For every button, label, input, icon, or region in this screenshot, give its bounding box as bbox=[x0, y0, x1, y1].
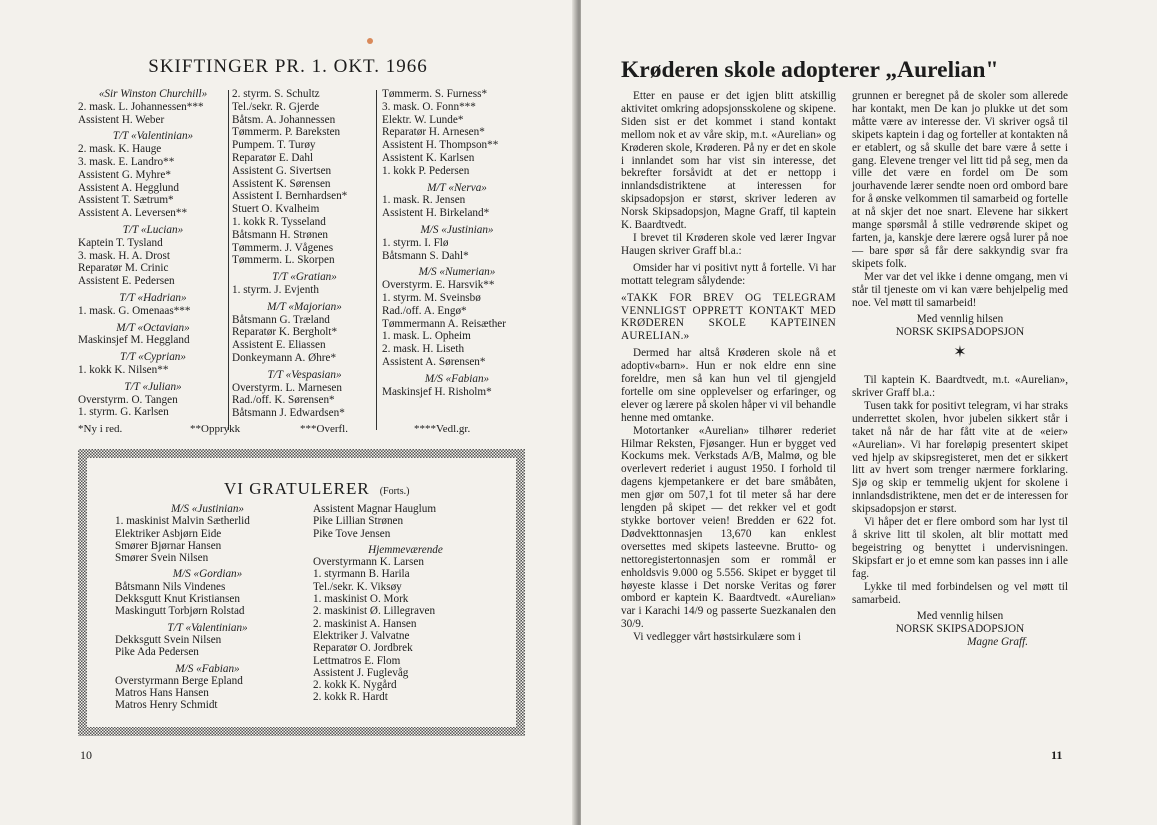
crew-entry: Assistent K. Karlsen bbox=[382, 151, 475, 164]
crew-entry: Båtsm. A. Johannessen bbox=[232, 113, 336, 126]
crew-entry: Assistent G. Sivertsen bbox=[232, 164, 332, 177]
crew-changes-column-3 bbox=[382, 88, 532, 398]
crew-entry: Båtsmann S. Dahl* bbox=[382, 249, 469, 262]
crew-entry: Båtsmann Nils Vindenes bbox=[115, 580, 226, 593]
crew-entry: Matros Hans Hansen bbox=[115, 687, 209, 700]
crew-entry: Kaptein T. Tysland bbox=[78, 236, 163, 249]
legend-leave: ****Vedl.gr. bbox=[414, 423, 471, 435]
crew-entry: 3. mask. E. Landro** bbox=[78, 155, 175, 168]
crew-entry: Assistent Magnar Hauglum bbox=[313, 503, 437, 515]
crew-entry: 2. maskinist Ø. Lillegraven bbox=[313, 605, 436, 618]
crew-entry: Assistent E. Pedersen bbox=[78, 275, 175, 288]
crew-entry: Smører Bjørnar Hansen bbox=[115, 539, 222, 552]
crew-entry: Assistent H. Thompson** bbox=[382, 139, 499, 152]
column-divider bbox=[228, 90, 229, 430]
congratulations-column-1 bbox=[115, 503, 300, 712]
article-paragraph: NORSK SKIPSADOPSJON bbox=[895, 326, 1025, 339]
crew-entry: Assistent G. Myhre* bbox=[78, 168, 171, 181]
ship-name: M/S «Gordian» bbox=[172, 568, 243, 581]
crew-entry: Tømmerm. S. Furness* bbox=[382, 88, 488, 100]
decorative-dot bbox=[367, 38, 373, 44]
article-paragraph: «TAKK FOR BREV OG TELEGRAM VENNLIGST OPPRETT KONTAKT MED KRØDEREN SKOLE KAPTEINEN AURELIAN.» bbox=[621, 291, 836, 343]
article-paragraph: I brevet til Krøderen skole ved lærer Ingvar Haugen skriver Graff bl.a.: bbox=[621, 231, 836, 257]
congratulations-column-2 bbox=[313, 503, 498, 704]
article-paragraph: Magne Graff. bbox=[967, 636, 1028, 649]
crew-entry: Reparatør E. Dahl bbox=[232, 151, 314, 164]
crew-entry: 1. styrm. G. Karlsen bbox=[78, 406, 169, 419]
crew-entry: Donkeymann A. Øhre* bbox=[232, 351, 337, 364]
crew-entry: Reparatør K. Bergholt* bbox=[232, 326, 338, 339]
legend-transfer: ***Overfl. bbox=[300, 423, 348, 435]
crew-entry: Båtsmann J. Edwardsen* bbox=[232, 407, 345, 420]
ship-name: M/S «Fabian» bbox=[175, 662, 240, 675]
column-divider bbox=[376, 90, 377, 430]
ship-name: Hjemmeværende bbox=[368, 543, 443, 556]
crew-entry: Matros Henry Schmidt bbox=[115, 699, 218, 712]
article-paragraph: Tusen takk for positivt telegram, vi har straks underrettet skolen, hvor jubelen sikkert står i taket nå når de har fått vite at de «eier» «Aurelian». Vi har foreløpig presentert skipet ved hjelp av skipsregisteret, men det er sikkert litt av hvert som trenger nærmere forklaring. Sjø og skip er temmelig ukjent for skolene i innlandsdistriktene, men det er de interessen for skipsadopsjon er størst. bbox=[852, 399, 1068, 516]
crew-entry: 1. styrmann B. Harila bbox=[313, 568, 410, 581]
article-title: Krøderen skole adopterer „Aurelian" bbox=[621, 57, 999, 83]
crew-entry: Båtsmann G. Træland bbox=[232, 313, 330, 326]
crew-entry: 1. maskinist Malvin Sætherlid bbox=[115, 515, 250, 528]
crew-entry: Pumpem. T. Turøy bbox=[232, 139, 316, 152]
article-paragraph: Omsider har vi positivt nytt å fortelle. Vi har mottatt telegram sålydende: bbox=[621, 261, 836, 287]
crew-entry: Reparatør O. Jordbrek bbox=[313, 642, 413, 655]
crew-entry: Pike Lillian Strønen bbox=[313, 515, 404, 528]
article-paragraph: Vi håper det er flere ombord som har lyst til å skrive litt til skolen, alt blir mottatt med begeistring og benyttet i undervisningen. Skipsfart er jo et emne som kan passes inn i alle fag. bbox=[852, 516, 1068, 580]
crew-entry: 1. kokk K. Nilsen** bbox=[78, 363, 169, 376]
article-column-2 bbox=[852, 90, 1068, 649]
ship-name: M/T «Majorian» bbox=[267, 300, 342, 313]
crew-changes-column-1 bbox=[78, 88, 228, 419]
crew-entry: Elektriker J. Valvatne bbox=[313, 629, 410, 642]
page-number: 10 bbox=[80, 748, 92, 762]
crew-entry: 1. mask. G. Omenaas*** bbox=[78, 304, 191, 317]
crew-entry: Pike Tove Jensen bbox=[313, 527, 391, 540]
ship-name: «Sir Winston Churchill» bbox=[98, 88, 208, 100]
crew-entry: 2. kokk K. Nygård bbox=[313, 679, 397, 692]
crew-entry: 1. styrm. J. Evjenth bbox=[232, 283, 320, 296]
crew-entry: Lettmatros E. Flom bbox=[313, 654, 401, 667]
article-paragraph: Dermed har altså Krøderen skole nå et adoptiv«barn». Hun er nok eldre enn sine foreldre, men så kan hun vel til gjengjeld fortelle om sine opplevelser og erfaringer, og elever og lærere på skolen håper vi vil behandle henne med omtanke. bbox=[621, 347, 836, 424]
crew-entry: Tømmerm. L. Skorpen bbox=[232, 254, 335, 267]
article-paragraph: Med vennlig hilsen bbox=[916, 610, 1004, 623]
crew-entry: Assistent A. Hegglund bbox=[78, 181, 179, 194]
crew-entry: Smører Svein Nilsen bbox=[115, 552, 209, 565]
crew-entry: 2. kokk R. Hardt bbox=[313, 691, 388, 704]
crew-entry: Rad./off. K. Sørensen* bbox=[232, 394, 335, 407]
crew-entry: Tømmerm. P. Bareksten bbox=[232, 126, 341, 139]
article-paragraph: NORSK SKIPSADOPSJON bbox=[895, 623, 1025, 636]
ship-name: M/S «Numerian» bbox=[418, 266, 496, 279]
article-paragraph: Mer var det vel ikke i denne omgang, men vi står til tjeneste om vi kan være behjelpelig med noe. Vel møtt til samarbeid! bbox=[852, 270, 1068, 309]
ship-name: M/S «Justinian» bbox=[170, 503, 245, 515]
ship-name: M/S «Fabian» bbox=[424, 372, 490, 385]
article-paragraph: Til kaptein K. Baardtvedt, m.t. «Aurelian», skriver Graff bl.a.: bbox=[852, 374, 1068, 400]
crew-entry: Elektr. W. Lunde* bbox=[382, 113, 464, 126]
crew-entry: 1. kokk P. Pedersen bbox=[382, 164, 470, 177]
article-column-1 bbox=[621, 90, 836, 644]
crew-entry: Assistent E. Eliassen bbox=[232, 339, 326, 352]
crew-entry: Tømmermann A. Reisæther bbox=[382, 317, 506, 330]
crew-entry: Dekksgutt Svein Nilsen bbox=[115, 633, 222, 646]
article-paragraph: Motortanker «Aurelian» tilhører rederiet Hilmar Reksten, Fjøsanger. Hun er bygget ved Kockums mek. Verkstads A/B, Malmø, og ble overlevert rederiet i august 1950. I forhold til dagens kjempetankere er det bare småbåten, men gjør om 507,1 fot til meter så har dere lengden på skipet — det rekker vel et godt stykke bortover veien! Bredden er 622 fot. Dødvekttonnasjen 13,670 kan enklest oversettes med skipets lasteevne. Brutto- og nettoregistertonnasjen som er rommål er enholdsvis 9.000 og 5.556. Skipet er bygget til høyeste klasse i Det norske Veritas og fører ombord er kaptein K. Baardtvedt. «Aurelian» var i Karachi 14/9 og passerte Suezkanalen den 30/9. bbox=[621, 424, 836, 631]
crew-entry: Assistent H. Weber bbox=[78, 113, 165, 126]
ship-name: M/T «Octavian» bbox=[116, 321, 190, 334]
crew-entry: 1. mask. L. Opheim bbox=[382, 330, 471, 343]
right-page bbox=[581, 0, 1157, 825]
crew-entry: Reparatør H. Arnesen* bbox=[382, 126, 485, 139]
crew-entry: Assistent I. Bernhardsen* bbox=[232, 190, 348, 203]
crew-entry: Reparatør M. Crinic bbox=[78, 262, 169, 275]
left-page bbox=[0, 0, 576, 825]
ship-name: T/T «Julian» bbox=[124, 380, 182, 393]
article-paragraph: Vi vedlegger vårt høstsirkulære som i bbox=[633, 631, 802, 644]
crew-entry: Maskinsjef H. Risholm* bbox=[382, 385, 492, 398]
crew-entry: 2. mask. L. Johannessen*** bbox=[78, 100, 204, 113]
crew-entry: 2. mask. K. Hauge bbox=[78, 143, 162, 156]
page-title: SKIFTINGER PR. 1. OKT. 1966 bbox=[148, 56, 428, 77]
ship-name: T/T «Valentinian» bbox=[112, 130, 194, 143]
crew-entry: Overstyrm. O. Tangen bbox=[78, 393, 178, 406]
congratulations-title: VI GRATULERER (Forts.) bbox=[224, 479, 410, 498]
crew-entry: 1. mask. R. Jensen bbox=[382, 194, 466, 207]
crew-entry: Rad./off. A. Engø* bbox=[382, 304, 467, 317]
article-paragraph: Lykke til med forbindelsen og vel møtt til samarbeid. bbox=[852, 580, 1068, 606]
crew-entry: Assistent J. Fuglevåg bbox=[313, 666, 409, 679]
crew-entry: 2. styrm. S. Schultz bbox=[232, 88, 320, 100]
crew-entry: Maskingutt Torbjørn Rolstad bbox=[115, 605, 245, 618]
ship-name: T/T «Gratian» bbox=[272, 271, 337, 284]
crew-entry: 2. mask. H. Liseth bbox=[382, 343, 465, 356]
ship-name: T/T «Lucian» bbox=[122, 223, 184, 236]
crew-entry: Overstyrmann Berge Epland bbox=[115, 674, 243, 687]
page-number: 11 bbox=[1051, 748, 1063, 762]
crew-entry: 1. kokk R. Tysseland bbox=[232, 215, 326, 228]
crew-entry: Stuert O. Kvalheim bbox=[232, 203, 320, 216]
crew-entry: Pike Ada Pedersen bbox=[115, 646, 199, 659]
crew-entry: 3. mask. O. Fonn*** bbox=[382, 100, 476, 113]
crew-entry: Assistent A. Sørensen* bbox=[382, 355, 486, 368]
crew-entry: Overstyrm. E. Harsvik** bbox=[382, 279, 495, 292]
crew-entry: 3. mask. H. A. Drost bbox=[78, 249, 170, 262]
crew-entry: Elektriker Asbjørn Eide bbox=[115, 527, 222, 540]
crew-entry: Båtsmann H. Strønen bbox=[232, 228, 329, 241]
crew-entry: Tel./sekr. R. Gjerde bbox=[232, 100, 320, 113]
separator-star-icon: ✶ bbox=[953, 344, 967, 362]
crew-entry: 1. styrm. I. Flø bbox=[382, 236, 449, 249]
ship-name: M/T «Nerva» bbox=[427, 181, 487, 194]
article-paragraph: grunnen er beregnet på de skoler som allerede har kontakt, men De kan jo plukke ut det som måtte være av interesse der. Vi skriver også til skipets kaptein i dag og forteller at kontakten nå er etablert, og så skulle det bare være å sette i gang. Elevene trenger vel litt tid på seg, men da ville det være en fordel om De som jourhavende lærer sendte noen ord ombord bare for å ønske velkommen til samarbeid og fortelle at nå skjer det noe snart. Elevene har sikkert mange spørsmål å stille vedrørende skipet og farten, ja, kanskje dere lærere også lurer på noe — bare spør så får dere sakkyndig svar fra skipets folk. bbox=[852, 90, 1068, 270]
crew-changes-column-2 bbox=[232, 88, 377, 420]
ship-name: T/T «Cyprian» bbox=[119, 351, 186, 364]
crew-entry: Assistent K. Sørensen bbox=[232, 177, 331, 190]
crew-entry: Overstyrm. L. Marnesen bbox=[232, 381, 342, 394]
crew-entry: Dekksgutt Knut Kristiansen bbox=[115, 593, 240, 606]
crew-entry: Assistent T. Sætrum* bbox=[78, 194, 174, 207]
crew-entry: Tømmerm. J. Vågenes bbox=[232, 241, 334, 254]
crew-entry: 1. maskinist O. Mork bbox=[313, 593, 409, 606]
crew-entry: Assistent A. Leversen** bbox=[78, 207, 188, 220]
ship-name: T/T «Hadrian» bbox=[119, 291, 187, 304]
article-paragraph: Etter en pause er det igjen blitt atskillig aktivitet omkring adopsjonsskolene og skipene. Siden sist er det kommet i stand kontakt mellom nok et av våre skip, m.t. «Aurelian» og Krøderen skole, Krøderen. På ny er det en skole i innlandet som har vist sin interesse, det bekrefter forsåvidt at det er nettopp i innlandsdistriktene at interessen for skipsadopsjon er størst, skriver lederen av Norsk Skipsadopsjon, Magne Graff, til kaptein K. Baardtvedt. bbox=[621, 90, 836, 232]
crew-entry: 1. styrm. M. Sveinsbø bbox=[382, 291, 481, 304]
ship-name: T/T «Valentinian» bbox=[167, 621, 248, 634]
crew-entry: Assistent H. Birkeland* bbox=[382, 207, 490, 220]
crew-entry: Tel./sekr. K. Viksøy bbox=[313, 580, 402, 593]
legend-new: *Ny i red. bbox=[78, 423, 123, 435]
crew-entry: Maskinsjef M. Heggland bbox=[78, 334, 190, 347]
ship-name: M/S «Justinian» bbox=[420, 223, 494, 236]
article-paragraph: Med vennlig hilsen bbox=[916, 313, 1004, 326]
ship-name: T/T «Vespasian» bbox=[267, 368, 342, 381]
crew-entry: 2. maskinist A. Hansen bbox=[313, 617, 417, 630]
legend-promotion: **Opprykk bbox=[190, 423, 241, 435]
crew-entry: Overstyrmann K. Larsen bbox=[313, 556, 424, 569]
